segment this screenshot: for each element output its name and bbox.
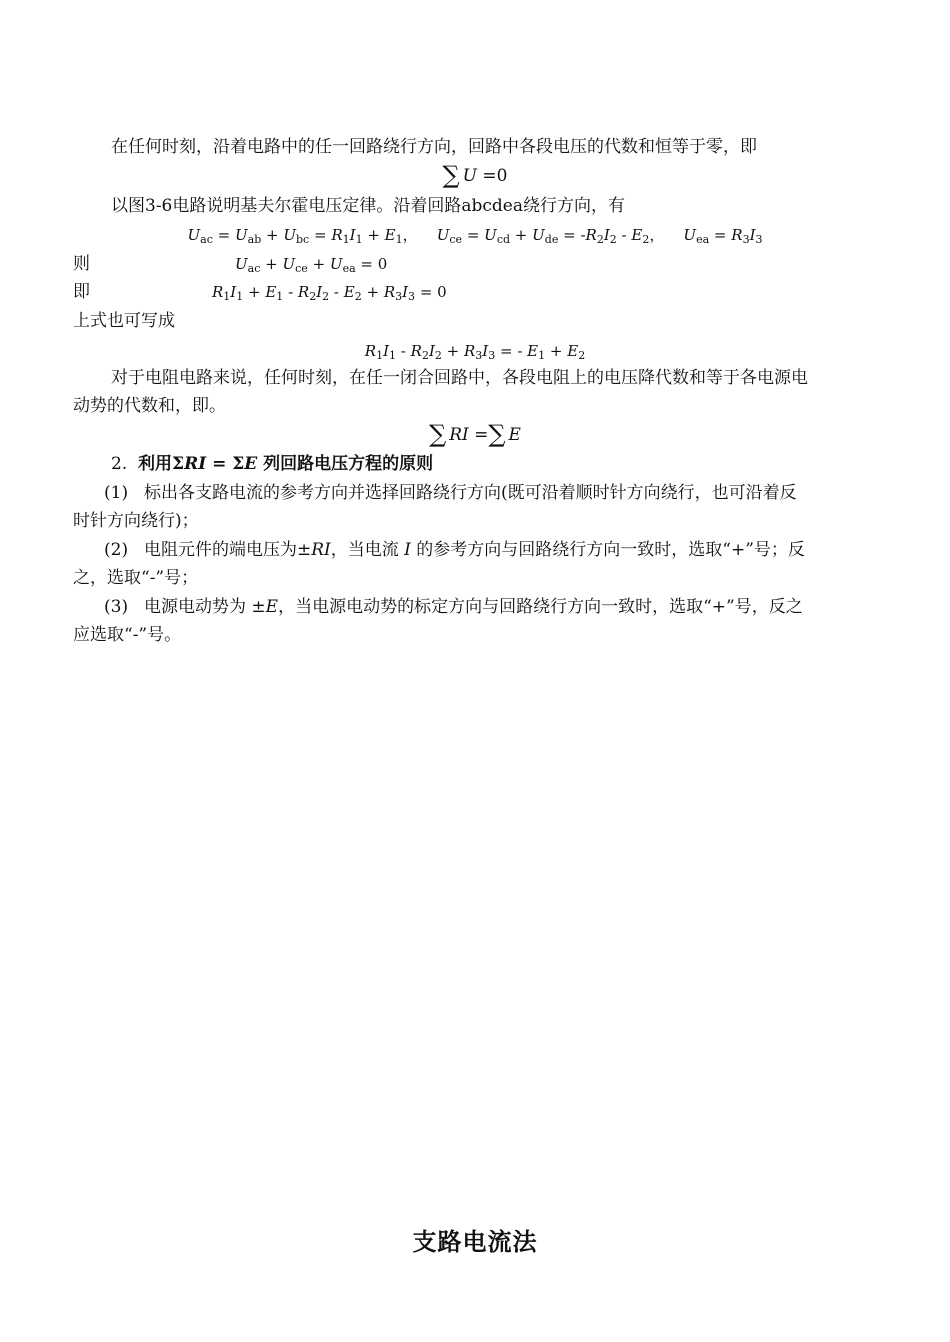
list-item-1-line2: 时针方向绕行)； xyxy=(73,511,199,531)
paragraph-resistive-line1: 对于电阻电路来说，任何时刻，在任一闭合回路中，各段电阻上的电压降代数和等于各电源电 xyxy=(111,368,808,388)
equation-sum-u: ∑ U =0 xyxy=(442,161,508,189)
list-item-1-line1: (1) 标出各支路电流的参考方向并选择回路绕行方向(既可沿着顺时针方向绕行，也可沿着反 xyxy=(104,483,797,503)
equation-segments: $U_{ac} = U_{ab} + U_{bc} = R_1I_1 + E_1$， $U_{ce} = U_{cd} + U_{de} = -R_2I_2 - E_2$， $U_{ea} = R_3I_3$ xyxy=(187,226,763,246)
equation-rewritten: $R_1I_1 - R_2I_2 + R_3I_3$ = - $E_1 + E_2$ xyxy=(364,342,586,362)
page-heading: 支路电流法 xyxy=(412,1228,538,1256)
sigma-symbol: ∑ xyxy=(429,420,447,448)
paragraph-intro: 在任何时刻，沿着电路中的任一回路绕行方向，回路中各段电压的代数和恒等于零，即 xyxy=(111,137,757,157)
list-item-3-line1: (3) 电源电动势为 ±E，当电源电动势的标定方向与回路绕行方向一致时，选取“+”号，反之 xyxy=(104,597,803,617)
equation-sum-ri-e: ∑ RI =∑ E xyxy=(429,420,521,448)
sigma-symbol: ∑ xyxy=(442,161,460,189)
sigma-symbol: ∑ xyxy=(488,420,506,448)
label-ji: 即 xyxy=(73,282,90,302)
equation-kvl-expanded: $R_1I_1 + E_1 - R_2I_2 - E_2 + R_3I_3 = 0$ xyxy=(212,283,447,303)
list-item-3-line2: 应选取“-”号。 xyxy=(73,625,182,645)
paragraph-rewrite: 上式也可写成 xyxy=(73,311,175,331)
paragraph-example: 以图3-6电路说明基夫尔霍电压定律。沿着回路abcdea绕行方向，有 xyxy=(111,196,625,216)
equation-kvl-u: $U_{ac} + U_{ce} + U_{ea} = 0$ xyxy=(235,255,388,275)
list-item-2-line2: 之，选取“-”号； xyxy=(73,568,199,588)
section-heading-2: 2. 利用ΣRI = ΣE 列回路电压方程的原则 xyxy=(111,454,434,474)
list-item-2-line1: (2) 电阻元件的端电压为±RI，当电流 I 的参考方向与回路绕行方向一致时，选取“+”号；反 xyxy=(104,540,805,560)
label-ze: 则 xyxy=(73,254,90,274)
paragraph-resistive-line2: 动势的代数和，即。 xyxy=(73,396,226,416)
